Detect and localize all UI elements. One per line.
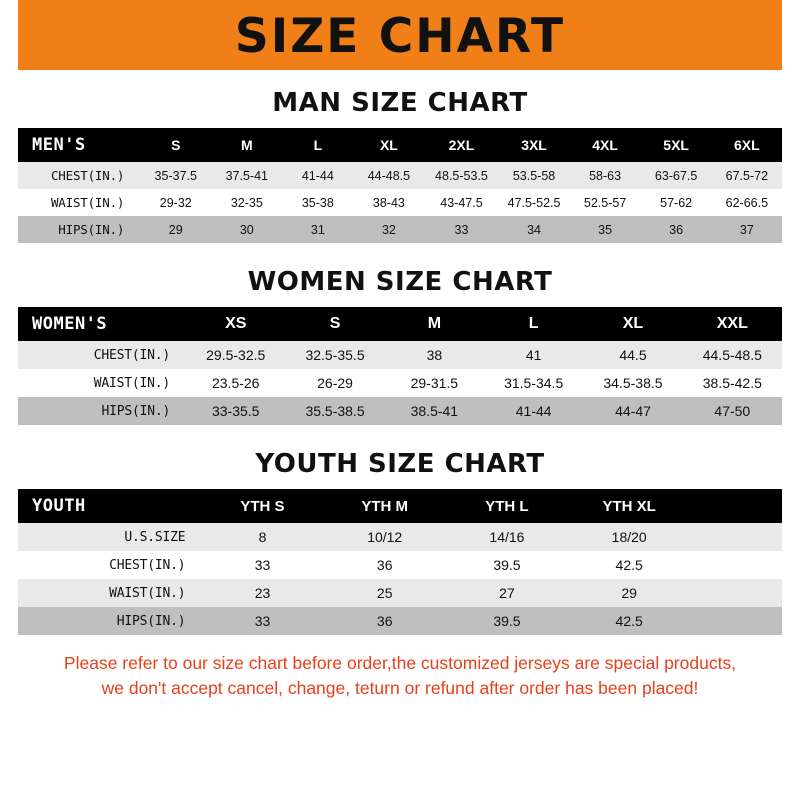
men-section-title: MAN SIZE CHART [272,88,528,118]
table-cell: 38 [426,347,443,363]
table-cell: 36 [376,557,393,573]
table-row [18,369,782,397]
table-row [18,523,782,551]
table-cell: 33 [254,557,271,573]
youth-row-waist-label: WAIST(IN.) [109,585,186,601]
table-cell: 25 [376,585,393,601]
women-header-m: M [427,315,442,332]
table-cell: 34.5-38.5 [603,375,663,391]
header-left-margin [0,0,18,70]
table-cell: 48.5-53.5 [435,168,488,183]
men-header-4xl: 4XL [592,137,618,153]
header-right-margin [782,0,800,70]
table-cell: 35-37.5 [154,168,197,183]
women-section-title: WOMEN SIZE CHART [247,267,553,297]
youth-header-spacer [690,489,782,523]
men-row-chest-label: CHEST(IN.) [50,168,125,183]
footer-note-line2: we don't accept cancel, change, teturn or refund after order has been placed! [101,678,699,699]
men-table-header [18,128,782,162]
table-cell: 27 [499,585,515,601]
table-cell: 14/16 [489,529,525,545]
table-cell: 8 [258,529,267,545]
men-header-l: L [313,137,323,153]
table-cell: 36 [376,613,393,629]
table-cell: 58-63 [589,168,622,183]
table-cell: 37.5-41 [225,168,268,183]
women-table-header [18,307,782,341]
youth-header-label: YOUTH [32,496,86,516]
table-header-row [18,307,782,341]
table-cell: 41-44 [515,403,552,419]
men-header-5xl: 5XL [663,137,689,153]
table-cell: 31 [310,222,325,237]
women-header-xl: XL [622,315,644,332]
table-cell: 53.5-58 [512,168,556,183]
table-cell: 38-43 [372,195,405,210]
table-cell: 34 [527,222,541,237]
table-cell: 62-66.5 [725,195,769,210]
youth-table-header [18,489,782,523]
table-row [18,216,782,243]
men-header-2xl: 2XL [448,137,475,153]
youth-row-chest-label: CHEST(IN.) [109,557,186,573]
table-cell: 32 [381,222,396,237]
table-cell: 31.5-34.5 [504,375,564,391]
footer-note-line1: Please refer to our size chart before order,the customized jerseys are special products, [63,653,737,673]
table-cell: 39.5 [493,557,521,573]
youth-header-s: YTH S [240,497,285,515]
women-header-l: L [528,315,539,332]
table-header-row [18,128,782,162]
table-cell: 29-31.5 [410,375,459,391]
table-header-row [18,489,782,523]
table-cell: 43-47.5 [440,195,483,210]
table-cell: 42.5 [615,613,643,629]
table-cell-empty [690,551,782,579]
women-header-xs: XS [225,315,247,332]
men-row-hips-label: HIPS(IN.) [58,222,125,237]
women-row-hips-label: HIPS(IN.) [101,403,171,419]
men-row-waist-label: WAIST(IN.) [50,195,125,210]
table-cell: 44-47 [615,403,651,419]
men-header-label: MEN'S [32,135,86,155]
youth-header-m: YTH M [361,497,409,515]
table-cell: 29 [621,585,637,601]
table-cell: 30 [239,222,254,237]
table-row [18,551,782,579]
youth-section-title: YOUTH SIZE CHART [255,449,545,479]
youth-size-table [18,489,782,635]
men-header-s: S [171,137,181,153]
table-row [18,341,782,369]
table-cell-empty [690,607,782,635]
table-cell: 44.5 [619,347,647,363]
footer-note [18,651,782,702]
table-cell-empty [690,523,782,551]
women-header-s: S [329,315,341,332]
women-row-waist-label: WAIST(IN.) [93,375,171,391]
table-cell: 36 [669,222,684,237]
table-cell: 29.5-32.5 [206,347,266,363]
women-header-xxl: XXL [716,315,748,332]
youth-header-xl: YTH XL [602,497,656,515]
table-cell: 44-48.5 [367,168,411,183]
table-cell: 32.5-35.5 [305,347,365,363]
women-size-table [18,307,782,425]
table-cell: 10/12 [367,529,403,545]
men-table-body [18,162,782,243]
table-row [18,162,782,189]
table-cell: 33 [454,222,469,237]
table-cell: 52.5-57 [583,195,627,210]
table-cell-empty [690,579,782,607]
table-cell: 32-35 [230,195,263,210]
table-cell: 47.5-52.5 [507,195,561,210]
table-cell: 29 [168,222,183,237]
table-cell: 26-29 [317,375,353,391]
men-size-table [18,128,782,243]
table-cell: 39.5 [493,613,521,629]
page-title: SIZE CHART [234,8,566,64]
women-table-body [18,341,782,425]
table-cell: 38.5-41 [410,403,459,419]
table-cell: 67.5-72 [725,168,769,183]
table-cell: 33-35.5 [211,403,260,419]
table-cell: 41-44 [301,168,334,183]
table-row [18,397,782,425]
men-header-m: M [240,137,253,153]
youth-row-ussize-label: U.S.SIZE [124,529,186,545]
header-band [0,0,800,70]
men-header-3xl: 3XL [521,137,547,153]
content-area [0,88,800,702]
table-cell: 29-32 [159,195,192,210]
table-cell: 33 [254,613,271,629]
table-cell: 42.5 [615,557,643,573]
table-cell: 35 [598,222,613,237]
table-cell: 63-67.5 [654,168,698,183]
table-row [18,579,782,607]
youth-header-l: YTH L [485,497,529,515]
women-row-chest-label: CHEST(IN.) [93,347,171,363]
table-cell: 35.5-38.5 [305,403,365,419]
women-header-label: WOMEN'S [32,314,108,334]
table-cell: 41 [525,347,542,363]
table-cell: 23 [254,585,271,601]
youth-table-body [18,523,782,635]
men-header-6xl: 6XL [733,137,760,153]
table-cell: 37 [739,222,754,237]
table-cell: 18/20 [611,529,647,545]
youth-row-hips-label: HIPS(IN.) [116,613,186,629]
table-row [18,189,782,216]
table-row [18,607,782,635]
men-header-xl: XL [379,137,398,153]
table-cell: 35-38 [301,195,334,210]
table-cell: 47-50 [714,403,751,419]
table-cell: 38.5-42.5 [702,375,762,391]
table-cell: 23.5-26 [211,375,260,391]
table-cell: 44.5-48.5 [702,347,762,363]
table-cell: 57-62 [660,195,693,210]
